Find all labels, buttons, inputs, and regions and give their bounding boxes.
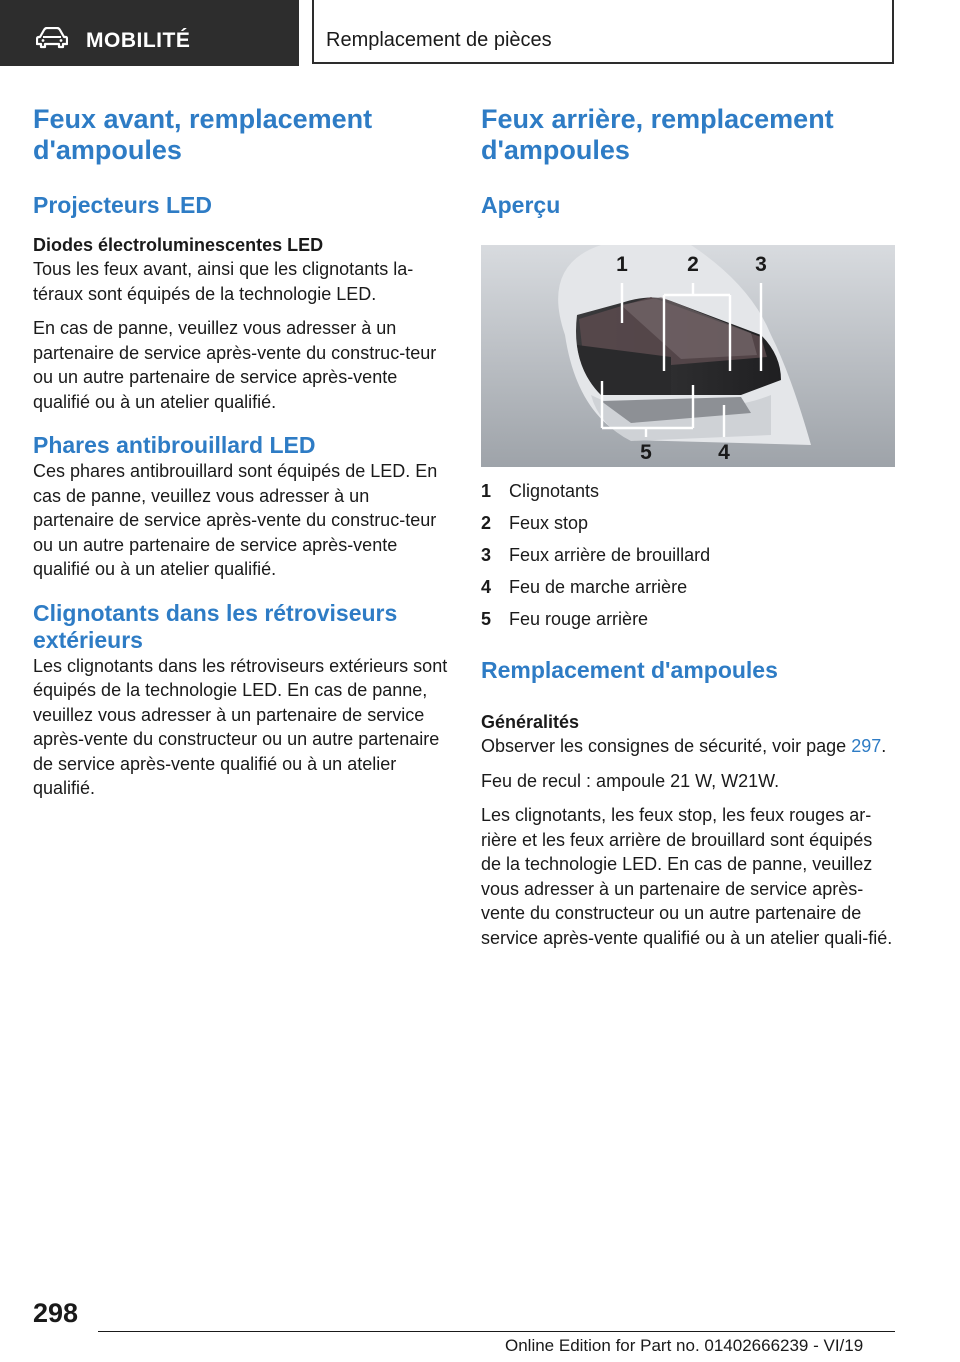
page-reference-link[interactable]: 297: [851, 736, 882, 756]
legend-text: Feux arrière de brouillard: [509, 545, 711, 565]
figure-label-1: 1: [616, 253, 628, 276]
figure-label-5: 5: [640, 441, 652, 464]
legend-number: 1: [481, 481, 492, 501]
figure-label-2: 2: [687, 253, 699, 276]
reverse-light-paragraph: Feu de recul : ampoule 21 W, W21W.: [481, 770, 780, 791]
legend-number: 2: [481, 513, 492, 533]
led-paragraph-1: Tous les feux avant, ainsi que les clignotants la-téraux sont équipés de la technologie LED.: [33, 259, 414, 304]
legend-text: Clignotants: [509, 481, 600, 501]
car-icon: [36, 27, 68, 49]
legend-text: Feu de marche arrière: [509, 577, 688, 597]
left-column: [33, 104, 449, 801]
front-lights-title: Feux avant, remplacement d'ampoules: [33, 104, 373, 165]
figure-label-3: 3: [755, 253, 767, 276]
right-column: [481, 104, 897, 950]
legend-item: [481, 539, 897, 571]
figure-label-4: 4: [718, 441, 730, 464]
footer-divider: [98, 1331, 895, 1332]
footer-edition: Online Edition for Part no. 01402666239 - VI/19: [505, 1336, 864, 1355]
legend-item: [481, 507, 897, 539]
header-section-label: MOBILITÉ: [86, 29, 191, 52]
mirror-indicators-paragraph: Les clignotants dans les rétroviseurs extérieurs sont équipés de la technologie LED. En cas de panne, veuillez vous adresser à un partenaire de service après-vente du constructeur ou un autre partenaire de service après-vente qualifié ou à un atelier qualifié.: [33, 655, 448, 798]
legend-text: Feux stop: [509, 513, 589, 533]
legend-number: 5: [481, 609, 492, 629]
legend-item: [481, 603, 897, 635]
legend-item: [481, 475, 897, 507]
fog-lights-paragraph: Ces phares antibrouillard sont équipés de LED. En cas de panne, veuillez vous adresser à un partenaire de service après-vente du construc-teur ou un autre partenaire de service après-vente qualifié ou à un atelier qualifié.: [33, 461, 438, 579]
legend-number: 3: [481, 545, 492, 565]
overview-heading: Aperçu: [481, 192, 561, 218]
mirror-indicators-heading: Clignotants dans les rétroviseurs extérieurs: [33, 599, 398, 653]
general-subheading: Généralités: [481, 712, 580, 732]
figure-legend: [481, 475, 897, 635]
bulb-replacement-heading: Remplacement d'ampoules: [481, 657, 778, 683]
led-headlights-heading: Projecteurs LED: [33, 192, 212, 218]
rear-light-illustration: [481, 245, 895, 467]
safety-paragraph: [481, 734, 897, 759]
rear-light-figure: [481, 245, 895, 467]
rear-lights-title: Feux arrière, remplacement d'ampoules: [481, 104, 834, 165]
led-diodes-subheading: Diodes électroluminescentes LED: [33, 235, 324, 255]
legend-item: [481, 571, 897, 603]
fog-lights-heading: Phares antibrouillard LED: [33, 432, 316, 458]
led-rear-paragraph: Les clignotants, les feux stop, les feux rouges ar-rière et les feux arrière de brouillard sont équipés de la technologie LED. En cas de panne, veuillez vous adresser à un partenaire de service après-vente du constructeur ou un autre partenaire de service après-vente qualifié ou à un atelier quali-fié.: [481, 805, 893, 948]
safety-text: Observer les consignes de sécurité, voir page: [481, 736, 852, 756]
page-number: 298: [33, 1298, 79, 1328]
legend-number: 4: [481, 577, 492, 597]
legend-text: Feu rouge arrière: [509, 609, 649, 629]
header-chapter-title: Remplacement de pièces: [326, 29, 552, 51]
safety-text-end: .: [881, 736, 887, 756]
led-paragraph-2: En cas de panne, veuillez vous adresser à un partenaire de service après-vente du construc-teur ou un autre partenaire de service après-vente qualifié ou à un atelier qualifié.: [33, 318, 437, 412]
